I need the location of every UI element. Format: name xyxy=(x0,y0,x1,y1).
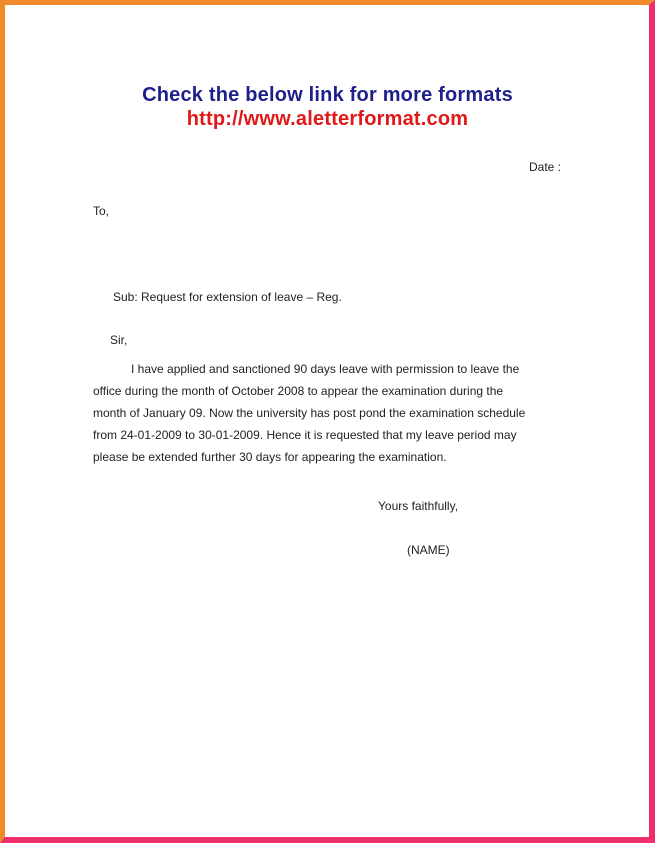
subject-line: Sub: Request for extension of leave – Reg. xyxy=(113,290,342,304)
promo-heading: Check the below link for more formats xyxy=(142,84,513,106)
promo-url-link[interactable]: http://www.aletterformat.com xyxy=(186,108,469,130)
closing: Yours faithfully, xyxy=(378,499,459,513)
to-label: To, xyxy=(93,204,110,218)
body-line-2: office during the month of October 2008 to appear the examination during the xyxy=(93,384,504,398)
signature-name: (NAME) xyxy=(407,543,450,557)
body-line-5: please be extended further 30 days for appearing the examination. xyxy=(93,450,447,464)
date-label: Date : xyxy=(529,160,562,174)
body-line-1: I have applied and sanctioned 90 days leave with permission to leave the xyxy=(131,362,520,376)
body-line-4: from 24-01-2009 to 30-01-2009. Hence it is requested that my leave period may xyxy=(93,428,517,442)
salutation: Sir, xyxy=(110,333,128,347)
body-line-3: month of January 09. Now the university has post pond the examination schedule xyxy=(93,406,526,420)
